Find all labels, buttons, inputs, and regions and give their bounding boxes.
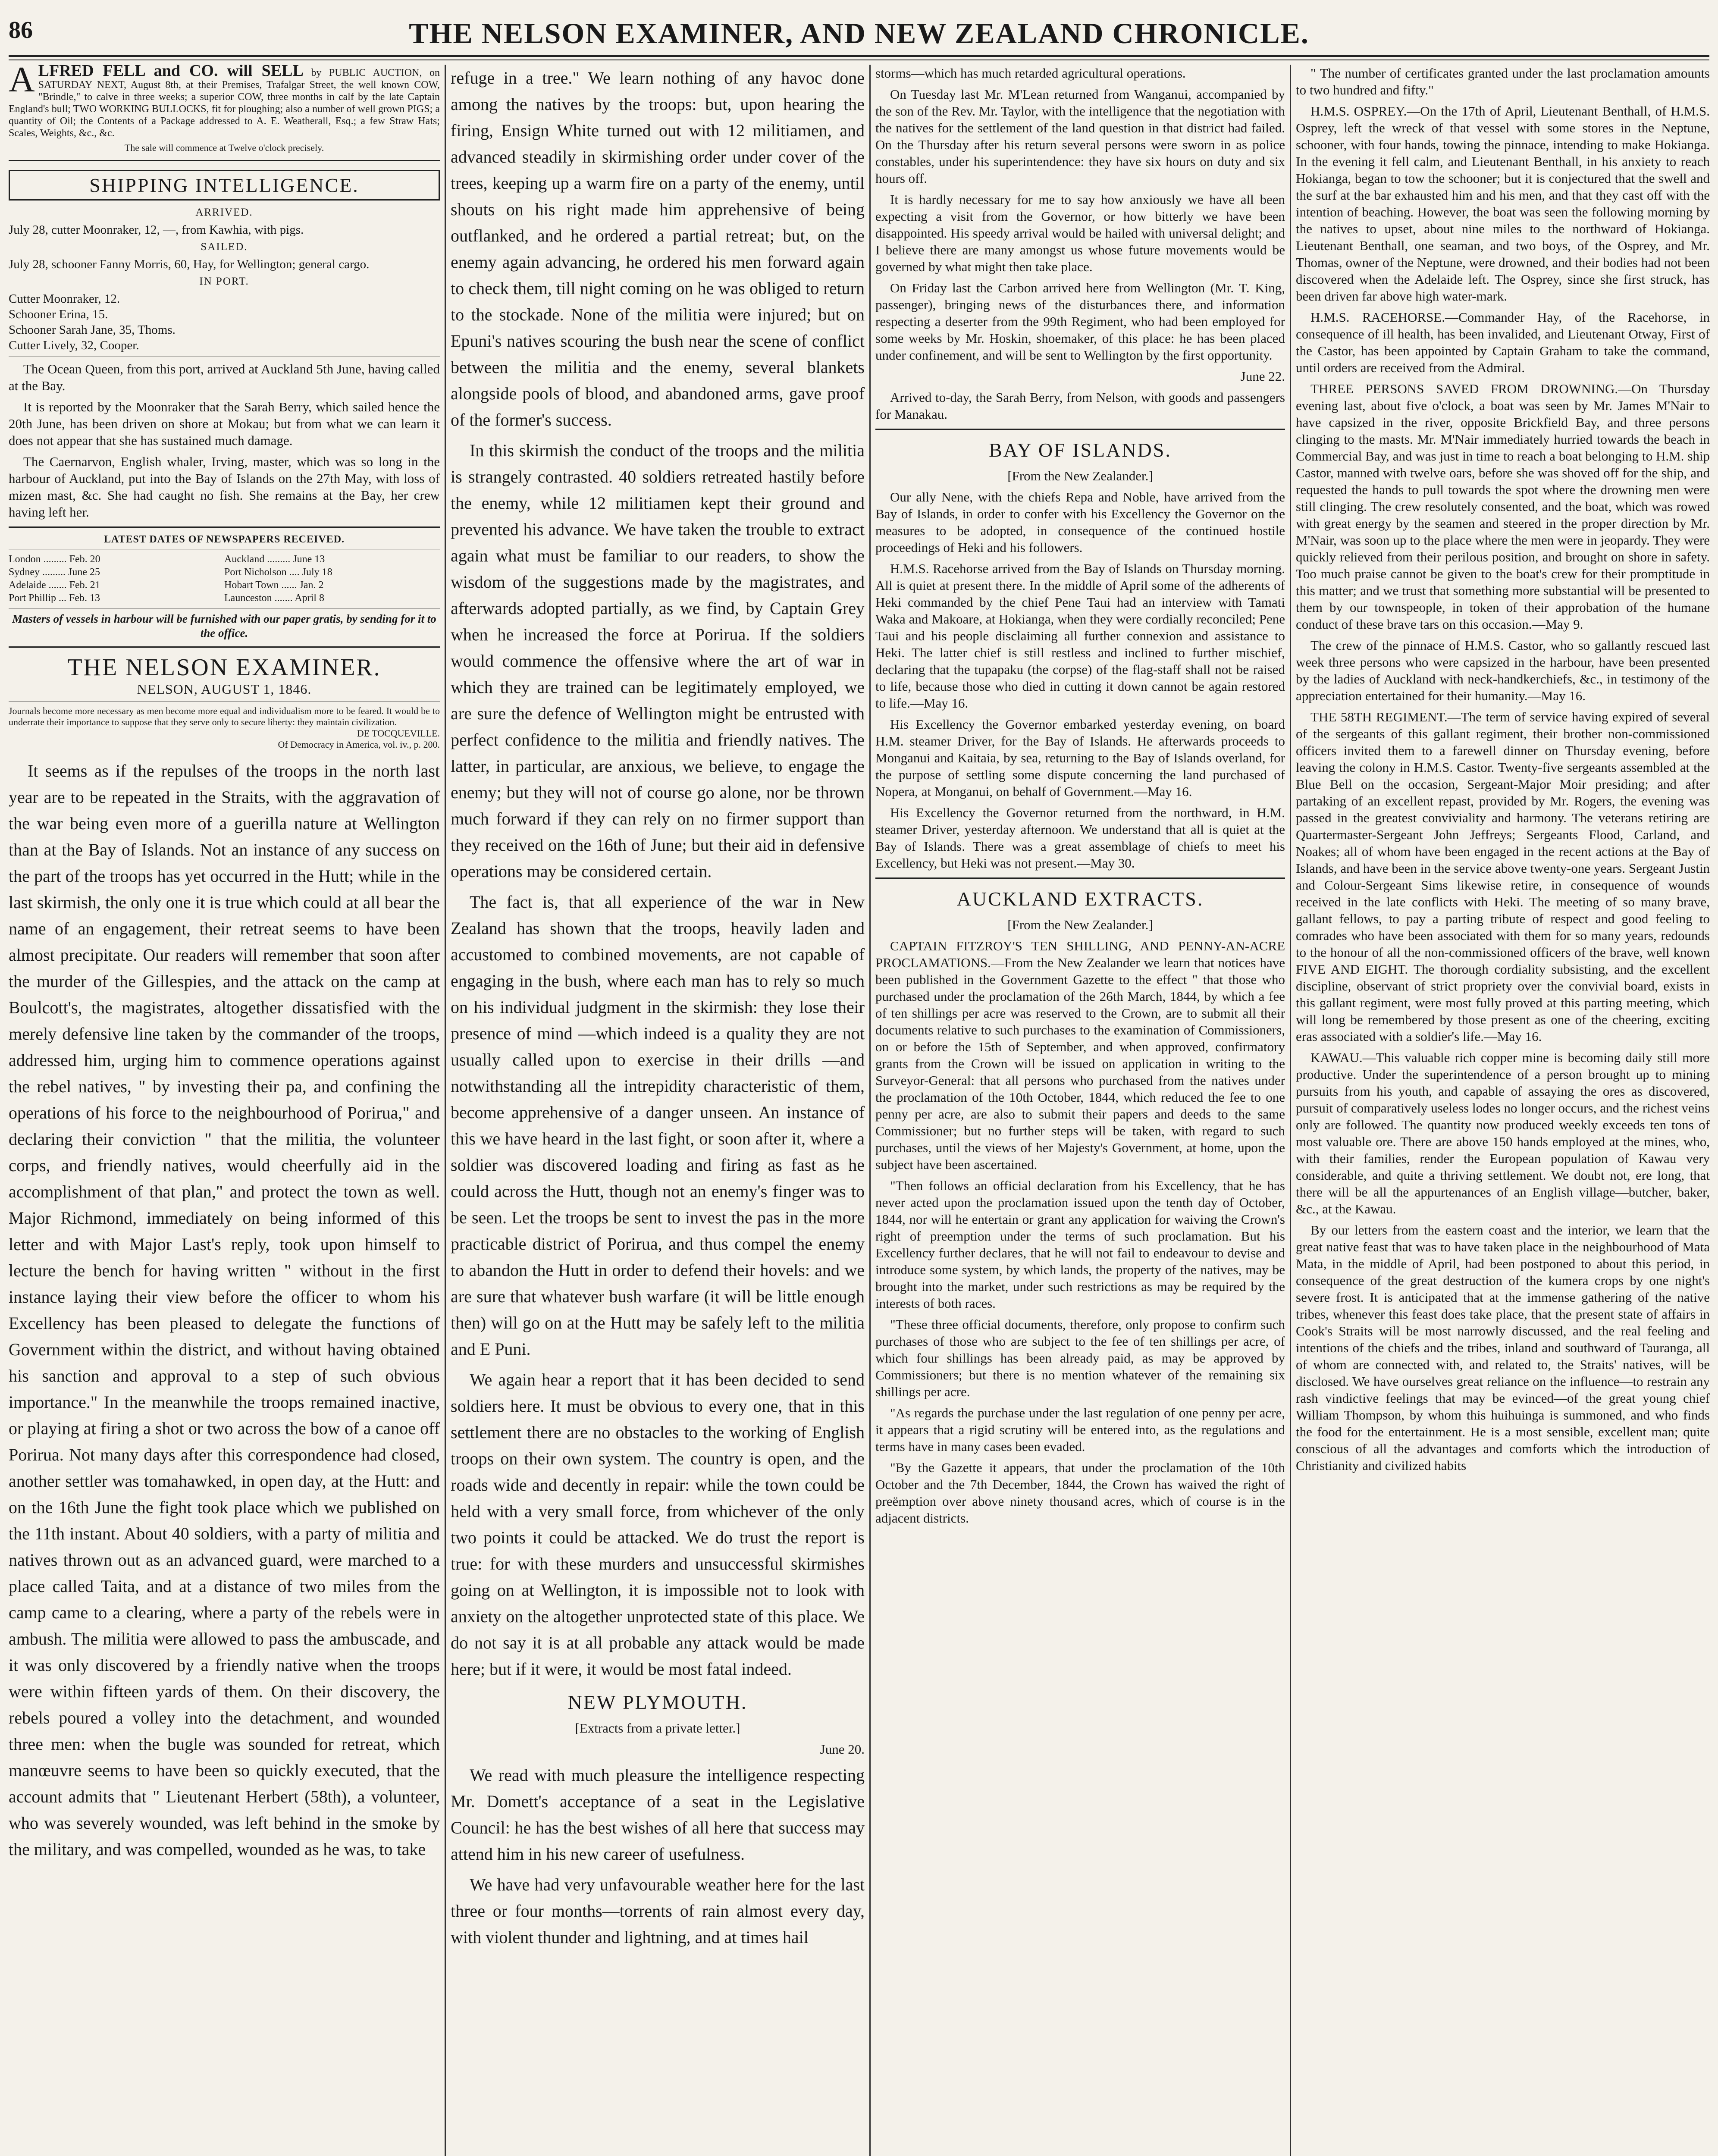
paragraph: The crew of the pinnace of H.M.S. Castor, who so gallantly rescued last week three persons who were capsized in the harbour, have been presented by the ladies of Auckland with neck-handkerchiefs, &c., in testimony of the appreciation entertained for their humanity.—May 16. — [1296, 638, 1710, 703]
in-port-label: IN PORT. — [199, 276, 249, 287]
new-plymouth-continued — [875, 65, 1285, 423]
date-cell: Launceston ....... April 8 — [224, 592, 324, 604]
shipping-title: SHIPPING INTELLIGENCE. — [9, 170, 440, 201]
paragraph: It seems as if the repulses of the troops in the north last year are to be repeated in the Straits, with the aggravation of the war being even more of a guerilla nature at Wellington than at the Bay of Islands. Not an instance of any success on the part of the troops has yet occurred in the Hutt; while in the last skirmish, the only one it is true which could at all bear the name of an engagement, their retreat seems to have been almost precipitate. Our readers will remember that soon after the murder of the Gillespies, and the attack on the camp at Boulcott's, the magistrates, altogether dissatisfied with the merely defensive line taken by the commander of the troops, addressed him, urging him to commence operations against the rebel natives, " by investing their pa, and confining the operations of his force to the neighbourhood of Porirua," and declaring their conviction " that the militia, the volunteer corps, and friendly natives, would cheerfully aid in the accomplishment of that plan," and protect the town as well. Major Richmond, immediately on being informed of this letter and with Major Last's reply, took upon himself to lecture the bench for having written " without in the first instance laying their view before the officer to whom his Excellency has been pleased to delegate the functions of Government within the district, and without having obtained his sanction and approval to a step of such obvious importance." In the meanwhile the troops remained inactive, or playing at firing a shot or two across the bow of a canoe off Porirua. Not many days after this correspondence had closed, another settler was tomahawked, in open day, at the Hutt: and on the 16th June the fight took place which we published on the 11th instant. About 40 soldiers, with a party of militia and natives thrown out as an advanced guard, were marched to a place called Taita, and at a distance of two miles from the camp came to a clearing, where a party of the rebels were in ambush. The militia were allowed to pass the ambuscade, and it was only discovered by a friendly native when the troops were within fifteen yards of them. On their discovery, the rebels poured a volley into the detachment, and wounded three men: when the bugle was sounded for retreat, which manœuvre seems to have been so quickly executed, that the account admits that " Lieutenant Herbert (58th), a volunteer, who was severely wounded, was left behind in the smoke by the military, and was compelled, wounded as he was, to take — [9, 761, 440, 1859]
latest-dates-table — [9, 553, 440, 605]
paragraph: H.M.S. RACEHORSE.—Commander Hay, of the Racehorse, in consequence of ill health, has been invalided, and Lieutenant Otway, First of the Castor, has been appointed by Captain Graham to take the command, until orders are received from the Admiral. — [1296, 310, 1710, 375]
section-date: June 22. — [1240, 369, 1285, 384]
paragraph: His Excellency the Governor embarked yesterday evening, on board H.M. steamer Driver, for the Bay of Islands. He afterwards proceeds to Monganui and Kaitaia, by sea, returning to the Bay of Islands overland, for the purpose of settling some dispute concerning the land purchased of Nopera, at Monganui, on behalf of Government.—May 16. — [875, 717, 1285, 799]
editorial-masthead: THE NELSON EXAMINER. — [67, 654, 381, 681]
paragraph: KAWAU.—This valuable rich copper mine is becoming daily still more productive. Under the superintendence of a person brought up to mining pursuits from his youth, and capable of assaying the ores as discovered, pursuit of comparatively useless lodes no longer occurs, and the richest veins only are followed. The quantity now produced weekly exceeds ten tons of most valuable ore. There are above 150 hands employed at the mines, who, with their families, render the European population of Kawau very considerable, and quite a thriving settlement. We doubt not, ere long, that there will be all the appurtenances of an English village—butcher, baker, &c., at the Kawau. — [1296, 1050, 1710, 1216]
in-port-entry: Schooner Sarah Jane, 35, Thoms. — [9, 323, 176, 337]
column-divider — [1290, 65, 1291, 2156]
paragraph: We have had very unfavourable weather here for the last three or four months—torrents of rain almost every day, with violent thunder and lightning, and at times hail — [451, 1875, 865, 1947]
column-divider — [869, 65, 871, 2156]
column-3 — [875, 65, 1285, 2156]
paragraph: It is hardly necessary for me to say how anxiously we have all been expecting a visit from the Governor, or how bitterly we have been disappointed. His speedy arrival would be hailed with universal delight; and I believe there are many amongst us whose future movements would be governed by what might then take place. — [875, 192, 1285, 274]
epigraph-source: Of Democracy in America, vol. iv., p. 200. — [278, 739, 440, 750]
paragraph: The fact is, that all experience of the war in New Zealand has shown that the troops, heavily laden and accustomed to combined movements, are not capable of engaging in the bush, where each man has to rely so much on his individual judgment in the skirmish: they lose their presence of mind —which indeed is a quality they are not usually called upon to exercise in their drills —and notwithstanding all the intrepidity characteristic of them, become apprehensive of a danger unseen. An instance of this we have heard in the last fight, or soon after it, where a soldier was discovered loading and firing as fast as he could across the Hutt, though not an enemy's finger was to be seen. Let the troops be sent to invest the pas in the more practicable district of Porirua, and thus compel the enemy to abandon the Hutt in order to defend their hovels: and we are sure that whatever bush warfare (it will be little enough then) will go on at the Hutt may be safely left to the militia and E Puni. — [451, 892, 865, 1359]
epigraph-author: DE TOCQUEVILLE. — [357, 728, 440, 739]
paragraph: THREE PERSONS SAVED FROM DROWNING.—On Thursday evening last, about five o'clock, a boat was seen by Mr. James M'Nair to have capsized in the river, opposite Brickfield Bay, and three persons clinging to the masts. Mr. M'Nair immediately hurried towards the beach in Commercial Bay, and was just in time to reach a boat belonging to H.M. ship Castor, manned with twelve oars, before she was shoved off for the ship, and requested the hands to pull towards the spot where the drowning men were still clinging. The crew resolutely consented, and the boat, which was rowed with great energy by the seamen and steered in the proper direction by Mr. M'Nair, was soon up to the place where the men were in jeopardy. They were quickly relieved from their perilous position, and brought on shore in safety. Too much praise cannot be given to the boat's crew for their promptitude in this matter; and we trust that something more substantial will be presented to them by our townspeople, in token of their approbation of the humane conduct of these brave tars on this occasion.—May 9. — [1296, 381, 1710, 632]
paragraph: "By the Gazette it appears, that under the proclamation of the 10th October and the 7th December, 1844, the Crown has waived the right of preëmption over above ninety thousand acres, which of course is in the adjacent districts. — [875, 1460, 1285, 1526]
in-port-entry: Cutter Lively, 32, Cooper. — [9, 338, 139, 352]
latest-dates-title: LATEST DATES OF NEWSPAPERS RECEIVED. — [103, 534, 345, 545]
page-header — [9, 16, 1709, 55]
in-port-entry: Schooner Erina, 15. — [9, 307, 108, 321]
paragraph: CAPTAIN FITZROY'S TEN SHILLING, AND PENNY-AN-ACRE PROCLAMATIONS.—From the New Zealander we learn that notices have been published in the Government Gazette to the effect " that those who purchased under the proclamation of the 26th March, 1844, by which a fee of ten shillings per acre was reserved to the Crown, are to submit all their documents relative to such purchases to the examination of Commissioners, on or before the 15th of September, and when approved, confirmatory grants from the Crown will be issued on application in writing to the Surveyor-General: that all persons who purchased from the natives under the proclamation of the 10th October, 1844, which reduced the fee to one penny per acre, are also to submit their papers and deeds to the same Commissioner; but no further steps will be taken, with regard to such purchases, until the views of her Majesty's Government, at home, upon the subject have been ascertained. — [875, 938, 1285, 1172]
date-cell: London ......... Feb. 20 — [9, 554, 100, 565]
new-plymouth-section — [451, 1720, 865, 1758]
column-divider — [445, 65, 446, 2156]
arrived-entry: July 28, cutter Moonraker, 12, —, from Kawhia, with pigs. — [9, 223, 304, 237]
paragraph: H.M.S. OSPREY.—On the 17th of April, Lieutenant Benthall, of H.M.S. Osprey, left the wreck of that vessel with some stores in the Neptune, schooner, with four hands, towing the pinnace, intending to make Hokianga. In the evening it fell calm, and Lieutenant Benthall, in his anxiety to reach Hokianga, began to tow the schooner; but it is conjectured that the swell and the surf at the bar exhausted him and his men, and that they cast off with the intention of beaching. However, the boat was seen the following morning by the natives to upset, about nine miles to the northward of Hokianga. Lieutenant Benthall, one seaman, and two boys, of the Osprey, and Mr. Thomas, owner of the Neptune, were drowned, and their bodies had not been discovered when the Adelaide left. The Osprey, since she first struck, has been driven far above high water-mark. — [1296, 103, 1710, 304]
paragraph: By our letters from the eastern coast and the interior, we learn that the great native feast that was to have taken place in the neighbourhood of Mata Mata, in the middle of April, had been postponed to about this period, in consequence of the great destruction of the kumera crops by one night's severe frost. It is anticipated that at the immense gathering of the native tribes, whenever this feast does take place, that the present state of affairs in Cook's Straits will be most narrowly discussed, and the real feeling and intentions of the chiefs and the tribes, inland and southward of Tauranga, all of whom are connected with, and related to, the Straits' natives, will be disclosed. We have ourselves great reliance on the influence—to restrain any rash vindictive feelings that may be evinced—of the great young chief William Thompson, by whom this huihuinga is summoned, and who finds the food for the entertainment. He is a most sensible, excellent man; quite conscious of all the advantages and comforts which the introduction of Christianity and civilized habits — [1296, 1222, 1710, 1473]
paragraph: "As regards the purchase under the last regulation of one penny per acre, it appears that a rigid scrutiny will be entered into, as the regulations and terms have in many cases been evaded. — [875, 1405, 1285, 1454]
paragraph: Our ally Nene, with the chiefs Repa and Noble, have arrived from the Bay of Islands, in order to confer with his Excellency the Governor on the measures to be adopted, in consequence of the continued hostile proceedings of Heki and his followers. — [875, 489, 1285, 555]
shipping-note: The Ocean Queen, from this port, arrived at Auckland 5th June, having called at the Bay. — [9, 361, 440, 393]
date-cell: Port Nicholson .... July 18 — [224, 567, 332, 578]
paragraph: refuge in a tree." We learn nothing of any havoc done among the natives by the troops: but, upon hearing the firing, Ensign White turned out with 12 militiamen, and advanced steadily in skirmishing order under cover of the trees, keeping up a warm fire on a party of the enemy, until shouts on his right made him apprehensive of being outflanked, and he ordered a partial retreat; but, on the enemy again advancing, he ordered his men forward again to check them, till night coming on he was obliged to return to the stockade. None of the militia were injured; but on Epuni's natives scouring the bush near the scene of conflict between the militia and the enemy, several blankets alongside pools of blood, and abandoned arms, gave proof of the former's success. — [451, 68, 865, 429]
paragraph: " The number of certificates granted under the last proclamation amounts to two hundred and fifty." — [1296, 66, 1710, 97]
masters-notice: Masters of vessels in harbour will be furnished with our paper gratis, by sending for it to the office. — [12, 612, 436, 639]
sailed-entry: July 28, schooner Fanny Morris, 60, Hay, for Wellington; general cargo. — [9, 257, 370, 271]
auckland-extracts-section — [875, 916, 1285, 1526]
auckland-extracts-continued — [1296, 65, 1710, 1474]
date-cell: Hobart Town ...... Jan. 2 — [224, 580, 324, 591]
auckland-extracts-title: AUCKLAND EXTRACTS. — [956, 888, 1204, 910]
shipping-notes — [9, 360, 440, 520]
shipping-note: It is reported by the Moonraker that the Sarah Berry, which sailed hence the 20th June, has been driven on shore at Mokau; but from what we can learn it does not appear that she has sustained much damage. — [9, 399, 440, 448]
header-rule — [9, 55, 1709, 57]
paragraph: "Then follows an official declaration from his Excellency, that he has never acted upon the proclamation issued upon the tenth day of October, 1844, nor will he entertain or grant any application for waiving the Crown's right of preemption under the terms of such proclamation. But his Excellency further declares, that he will not fail to endeavour to devise and introduce some system, by which lands, the property of the natives, may be brought into the market, under such restrictions as may be required by the interests of both races. — [875, 1178, 1285, 1311]
date-cell: Auckland ......... June 13 — [224, 554, 325, 565]
sailed-label: SAILED. — [201, 241, 248, 253]
new-plymouth-body — [451, 1762, 865, 1950]
ad-body: by PUBLIC AUCTION, on SATURDAY NEXT, August 8th, at their Premises, Trafalgar Street, the well known COW, "Brindle," to calve in three weeks; a superior COW, three months in calf by the late Captain England's bull; TWO WORKING BULLOCKS, fit for ploughing; also a number of well grown PIGS; a quantity of Oil; the Contents of a Package addressed to A. E. Weatherall, Esq.; a few Straw Hats; Scales, Weights, &c., &c. — [9, 67, 440, 139]
auction-advertisement: A LFRED FELL and CO. will SELL by PUBLIC AUCTION, on SATURDAY NEXT, August 8th, at their Premises, Trafalgar Street, the well known COW, "Brindle," to calve in three weeks; a superior COW, three months in calf by the late Captain England's bull; TWO WORKING BULLOCKS, fit for ploughing; also a number of well grown PIGS; a quantity of Oil; the Contents of a Package addressed to A. E. Weatherall, Esq.; a few Straw Hats; Scales, Weights, &c., &c. The sale will commence at Twelve o'clock precisely. — [9, 65, 440, 154]
editorial-body — [9, 758, 440, 1862]
column-4 — [1296, 65, 1710, 2156]
ad-footer: The sale will commence at Twelve o'clock precisely. — [124, 142, 324, 153]
paragraph: Arrived to-day, the Sarah Berry, from Nelson, with goods and passengers for Manakau. — [875, 390, 1285, 422]
paragraph: THE 58TH REGIMENT.—The term of service having expired of several of the sergeants of this gallant regiment, their brother non-commissioned officers invited them to a farewell dinner on Thursday evening, before leaving the colony in H.M.S. Castor. Twenty-five sergeants assembled at the Blue Bell on the occasion, Sergeant-Major Moir presiding; and after partaking of an excellent repast, provided by Mr. Rogers, the evening was passed in the greatest conviviality and harmony. The veterans retiring are Quartermaster-Sergeant John Jeffreys; Sergeants Flood, Carland, and Noakes; all of whom have been engaged in the recent actions at the Bay of Islands, and have been in the service above twenty-one years. Sergeant Justin and Colour-Sergeant Sims likewise retire, in consequence of wounds received in the late conflicts with Heki. The meeting of so many brave, gallant fellows, to pay a parting tribute of respect and good feeling to comrades who have been associated with them for so many years, redounds to the honour of all the non-commissioned officers of the brave, well known FIVE AND EIGHT. The thorough cordiality subsisting, and the excellent discipline, observant of strict propriety over the convivial board, exists in this gallant regiment, were most fully proved at this parting meeting, which will long be remembered by those present as one of the cheering, exciting eras associated with a soldier's life.—May 16. — [1296, 709, 1710, 1044]
paragraph: In this skirmish the conduct of the troops and the militia is strangely contrasted. 40 soldiers retreated hastily before the enemy, while 12 militiamen kept their ground and prevented his advance. We have taken the trouble to extract again what must be familiar to our readers, to show the wisdom of the suggestions made by the magistrates, and afterwards adopted partially, as we find, by Captain Grey when he increased the force at Porirua. If the soldiers would commence the offensive where the art of war in which they are trained can be legitimately employed, we are sure the defence of Wellington might be entrusted with perfect confidence to the militia and friendly natives. The latter, in particular, are anxious, we believe, to engage the enemy; but they will not of course go alone, nor be thrown much forward if they can rely on no firmer support than they received on the 16th of June; but their aid in defensive operations may be considered certain. — [451, 441, 865, 881]
paragraph: We read with much pleasure the intelligence respecting Mr. Domett's acceptance of a seat in the Legislative Council: he has the best wishes of all here that success may attend him in his new career of usefulness. — [451, 1765, 865, 1864]
date-cell: Adelaide ....... Feb. 21 — [9, 580, 100, 591]
column-1 — [9, 65, 440, 2156]
paragraph: "These three official documents, therefore, only propose to confirm such purchases of those who are subject to the fee of ten shillings per acre, of which four shillings has been already paid, as may be approved by Commissioners; but there is no mention whatever of the remaining six shillings per acre. — [875, 1317, 1285, 1399]
paragraph: On Friday last the Carbon arrived here from Wellington (Mr. T. King, passenger), bringing news of the disturbances there, and information respecting a deserter from the 99th Regiment, who had been employed for some weeks by Mr. Hoskin, shoemaker, of this place: he has been placed under confinement, and will be sent to Wellington by the first opportunity. — [875, 280, 1285, 363]
date-cell: Sydney ......... June 25 — [9, 567, 100, 578]
in-port-entry: Cutter Moonraker, 12. — [9, 292, 120, 306]
paragraph: His Excellency the Governor returned from the northward, in H.M. steamer Driver, yesterday afternoon. We understand that all is quiet at the Bay of Islands. There was a great assemblage of chiefs to meet his Excellency, but Heki was not present.—May 30. — [875, 805, 1285, 871]
bay-of-islands-section — [875, 467, 1285, 871]
paragraph: H.M.S. Racehorse arrived from the Bay of Islands on Thursday morning. All is quiet at present there. In the middle of April some of the adherents of Heki commanded by the chief Pene Taui had an interview with Tamati Waka and Makoare, at Hokianga, when they were cordially reconciled; Pene Taui and his people disclaiming all further connexion and assistance to Heki. The latter chief is still restless and inclined to further mischief, declaring that the tupapaku (the corpse) of the flag-staff shall not be raised to life, because those who died in cutting it down cannot be again restored to life.—May 16. — [875, 561, 1285, 711]
arrived-label: ARRIVED. — [195, 207, 253, 218]
shipping-note: The Caernarvon, English whaler, Irving, master, which was so long in the harbour of Auckland, put into the Bay of Islands on the 27th May, with loss of mizen mast, &c. She had caught no fish. She remains at the Bay, her crew having left her. — [9, 454, 440, 520]
newspaper-title: THE NELSON EXAMINER, AND NEW ZEALAND CHRONICLE. — [409, 17, 1309, 50]
date-cell: Port Phillip ... Feb. 13 — [9, 592, 100, 604]
paragraph: On Tuesday last Mr. M'Lean returned from Wanganui, accompanied by the son of the Rev. Mr. Taylor, with the intelligence that the negotiation with the natives for the settlement of the land question in that district had failed. On the Thursday after his return several persons were sworn in as police constables, under his superintendence: they have six hours on duty and six hours off. — [875, 87, 1285, 186]
ad-heading: LFRED FELL and CO. will SELL — [38, 65, 304, 80]
section-source: [Extracts from a private letter.] — [575, 1720, 740, 1736]
epigraph: Journals become more necessary as men become more equal and individualism more to be feared. It would be to underrate their importance to suppose that they serve only to secure liberty: they maintain civilization. — [9, 705, 440, 727]
bay-of-islands-title: BAY OF ISLANDS. — [989, 439, 1172, 461]
section-date: June 20. — [820, 1742, 865, 1757]
paragraph: storms—which has much retarded agricultural operations. — [875, 66, 1186, 81]
section-source: [From the New Zealander.] — [1007, 468, 1153, 483]
column-2 — [451, 65, 865, 2156]
paragraph: We again hear a report that it has been decided to send soldiers here. It must be obvious to every one, that in this settlement there are no obstacles to the working of English troops on their own system. The country is open, and the roads wide and decently in repair: while the town could be held with a very small force, from whichever of the only two points it could be attacked. We do trust the report is true: for with these murders and unsuccessful skirmishes going on at Wellington, it is impossible not to look with anxiety on the altogether unprotected state of this place. We do not say it is at all probable any attack would be made here; but if it were, it would be most fatal indeed. — [451, 1370, 865, 1679]
new-plymouth-title: NEW PLYMOUTH. — [567, 1691, 748, 1713]
editorial-continued — [451, 65, 865, 1682]
page-number: 86 — [9, 17, 33, 44]
section-source: [From the New Zealander.] — [1007, 917, 1153, 932]
editorial-dateline: NELSON, AUGUST 1, 1846. — [137, 681, 312, 697]
